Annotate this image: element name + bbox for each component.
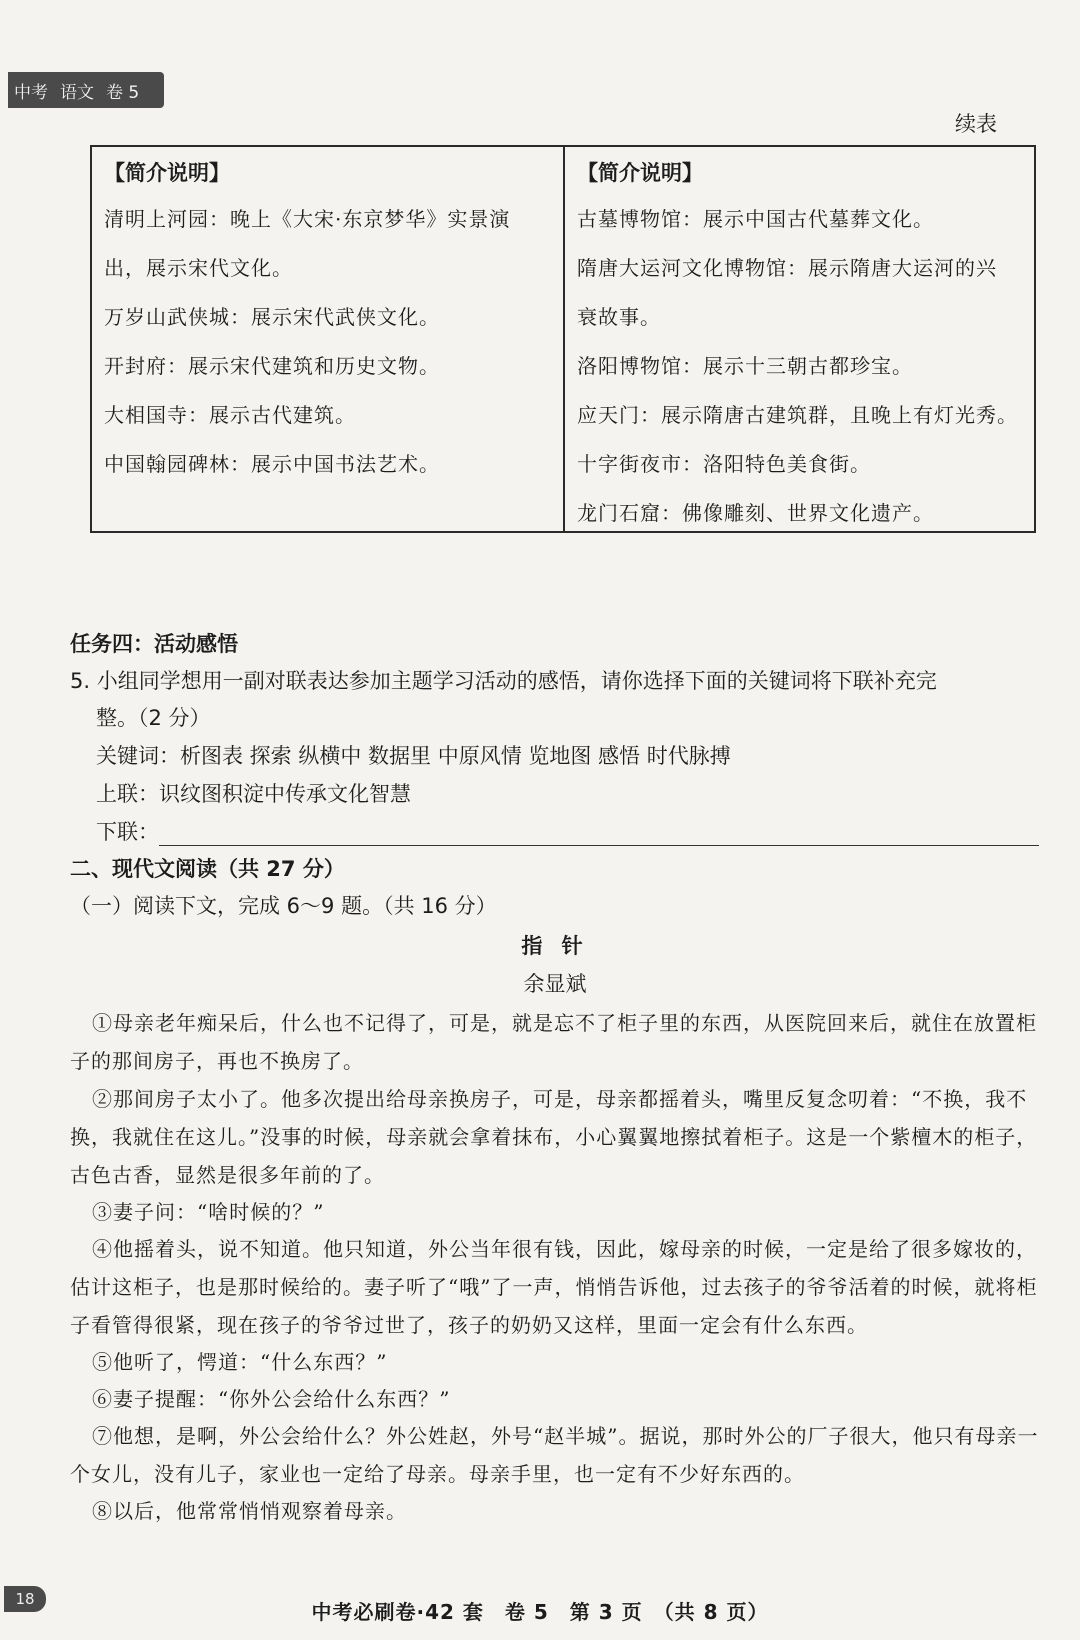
tab-label-subject: 语文 — [60, 82, 94, 103]
intro-table — [90, 145, 1036, 533]
paragraph: ①母亲老年痴呆后，什么也不记得了，可是，就是忘不了柜子里的东西，从医院回来后，就住在放置柜子的那间房子，再也不换房了。 — [70, 1011, 1037, 1073]
list-item: 隋唐大运河文化博物馆：展示隋唐大运河的兴 — [577, 256, 997, 280]
upper-couplet: 上联：识纹图积淀中传承文化智慧 — [96, 782, 411, 806]
list-item: 衰故事。 — [577, 305, 661, 329]
tab-label-exam: 中考 — [14, 82, 48, 103]
section-subtitle: （一）阅读下文，完成 6～9 题。（共 16 分） — [70, 894, 497, 918]
list-item: 开封府：展示宋代建筑和历史文物。 — [104, 354, 440, 378]
list-item: 应天门：展示隋唐古建筑群，且晚上有灯光秀。 — [577, 403, 1018, 427]
paragraph: ⑧以后，他常常悄悄观察着母亲。 — [92, 1499, 407, 1523]
paragraph: ⑤他听了，愕道：“什么东西？” — [92, 1350, 388, 1374]
list-item: 龙门石窟：佛像雕刻、世界文化遗产。 — [577, 501, 934, 525]
lower-couplet-label: 下联： — [96, 820, 159, 844]
list-item: 大相国寺：展示古代建筑。 — [104, 403, 356, 427]
page-footer: 中考必刷卷·42 套 卷 5 第 3 页 （共 8 页） — [311, 1600, 769, 1624]
list-item: 古墓博物馆：展示中国古代墓葬文化。 — [577, 207, 934, 231]
list-item: 出，展示宋代文化。 — [104, 256, 293, 280]
paragraph: ⑥妻子提醒：“你外公会给什么东西？” — [92, 1387, 451, 1411]
paragraph: ⑦他想，是啊，外公会给什么？外公姓赵，外号“赵半城”。据说，那时外公的厂子很大，他只有母亲一个女儿，没有儿子，家业也一定给了母亲。母亲手里，也一定有不少好东西的。 — [70, 1424, 1039, 1486]
answer-line[interactable] — [159, 823, 1039, 846]
list-item: 清明上河园：晚上《大宋·东京梦华》实景演 — [104, 207, 511, 231]
exam-tab — [8, 72, 164, 108]
paragraph: ③妻子问：“啥时候的？” — [92, 1200, 325, 1224]
lower-couplet-row — [70, 816, 1040, 846]
list-item: 洛阳博物馆：展示十三朝古都珍宝。 — [577, 354, 913, 378]
list-item: 万岁山武侠城：展示宋代武侠文化。 — [104, 305, 440, 329]
keywords: 关键词：析图表 探索 纵横中 数据里 中原风情 览地图 感悟 时代脉搏 — [96, 744, 731, 768]
paragraph: ②那间房子太小了。他多次提出给母亲换房子，可是，母亲都摇着头，嘴里反复念叨着：“不换，我不换，我就住在这儿。”没事的时候，母亲就会拿着抹布，小心翼翼地擦拭着柜子。这是一个紫檀木的柜子，古色古香，显然是很多年前的了。 — [70, 1087, 1038, 1187]
table-column-right — [563, 147, 1034, 531]
article-author: 余显斌 — [523, 972, 587, 996]
task-title: 任务四：活动感悟 — [70, 632, 238, 656]
paragraph: ④他摇着头，说不知道。他只知道，外公当年很有钱，因此，嫁母亲的时候，一定是给了很多嫁妆的，估计这柜子，也是那时候给的。妻子听了“哦”了一声，悄悄告诉他，过去孩子的爷爷活着的时候，就将柜子看管得很紧，现在孩子的爷爷过世了，孩子的奶奶又这样，里面一定会有什么东西。 — [70, 1237, 1038, 1337]
page-number-badge: 18 — [4, 1586, 46, 1612]
question-5-line2: 整。（2 分） — [96, 706, 211, 730]
list-item: 中国翰园碑林：展示中国书法艺术。 — [104, 452, 440, 476]
table-column-left — [92, 147, 563, 531]
column-heading: 【简介说明】 — [577, 160, 703, 185]
section-title: 二、现代文阅读（共 27 分） — [70, 857, 345, 881]
continued-label: 续表 — [955, 112, 997, 136]
tab-label-paper: 卷 5 — [106, 82, 140, 103]
question-5-line1: 5. 小组同学想用一副对联表达参加主题学习活动的感悟，请你选择下面的关键词将下联补充完 — [70, 669, 937, 693]
article-title: 指 针 — [521, 934, 589, 958]
column-heading: 【简介说明】 — [104, 160, 230, 185]
list-item: 十字街夜市：洛阳特色美食街。 — [577, 452, 871, 476]
